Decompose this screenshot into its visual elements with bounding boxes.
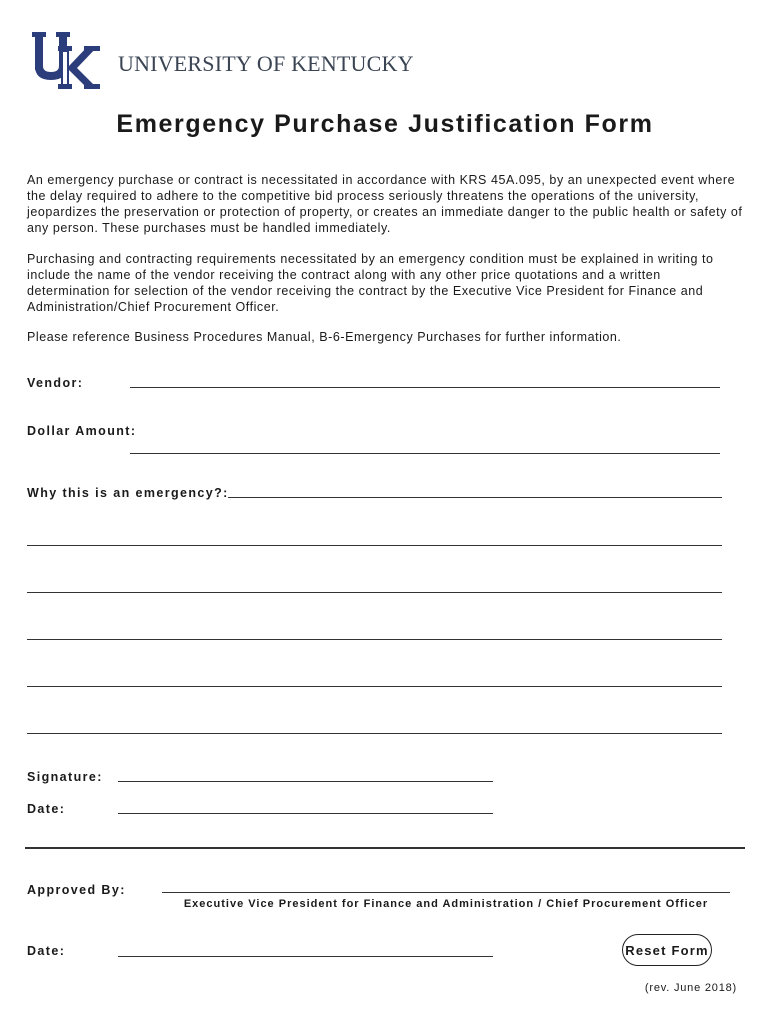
reference-paragraph: Please reference Business Procedures Manual, B-6-Emergency Purchases for further information. <box>27 330 622 344</box>
vendor-field[interactable] <box>130 372 720 388</box>
emergency-underline-2 <box>27 545 722 546</box>
vendor-underline <box>130 387 720 388</box>
revision-note: (rev. June 2018) <box>644 982 737 994</box>
signature-underline <box>118 781 493 782</box>
approval-date-field[interactable] <box>118 941 493 957</box>
signature-label: Signature: <box>27 770 103 784</box>
approval-date-underline <box>118 956 493 957</box>
emergency-underline-4 <box>27 639 722 640</box>
dollar-amount-label: Dollar Amount: <box>27 424 137 438</box>
university-logo <box>30 28 414 92</box>
vendor-label: Vendor: <box>27 376 84 390</box>
dollar-amount-field[interactable] <box>130 438 720 454</box>
emergency-field[interactable] <box>27 482 722 732</box>
dollar-amount-underline <box>130 453 720 454</box>
university-name: UNIVERSITY OF KENTUCKY <box>118 51 414 76</box>
emergency-underline-6 <box>27 733 722 734</box>
emergency-underline-1 <box>228 497 722 498</box>
form-title: Emergency Purchase Justification Form <box>116 110 654 138</box>
date-underline <box>118 813 493 814</box>
uk-monogram-logo-icon <box>30 28 102 92</box>
approved-by-underline <box>162 892 730 893</box>
requirements-paragraph: Purchasing and contracting requirements necessitated by an emergency condition must be explained in writing to include the name of the vendor receiving the contract along with any other price quotations and a written determination for selection of the vendor receiving the contract by the Executive Vice President for Finance and Administration/Chief Procurement Officer. <box>27 252 714 314</box>
intro-paragraph: An emergency purchase or contract is necessitated in accordance with KRS 45A.095, by an unexpected event where the delay required to adhere to the competitive bid process seriously threatens the operations of the university, jeopardizes the preservation or protection of property, or creates an immediate danger to the public health or safety of any person. These purchases must be handled immediately. <box>27 173 743 235</box>
emergency-label: Why this is an emergency?: <box>27 486 229 500</box>
date-label: Date: <box>27 802 66 816</box>
approval-date-label: Date: <box>27 944 66 958</box>
emergency-underline-3 <box>27 592 722 593</box>
approver-title: Executive Vice President for Finance and Administration / Chief Procurement Officer <box>183 898 709 910</box>
approved-by-label: Approved By: <box>27 883 126 897</box>
signature-field[interactable] <box>118 766 493 782</box>
emergency-underline-5 <box>27 686 722 687</box>
approved-by-field[interactable] <box>162 877 730 893</box>
date-field[interactable] <box>118 798 493 814</box>
reset-form-button[interactable]: Reset Form <box>622 934 712 966</box>
section-divider <box>25 847 745 849</box>
